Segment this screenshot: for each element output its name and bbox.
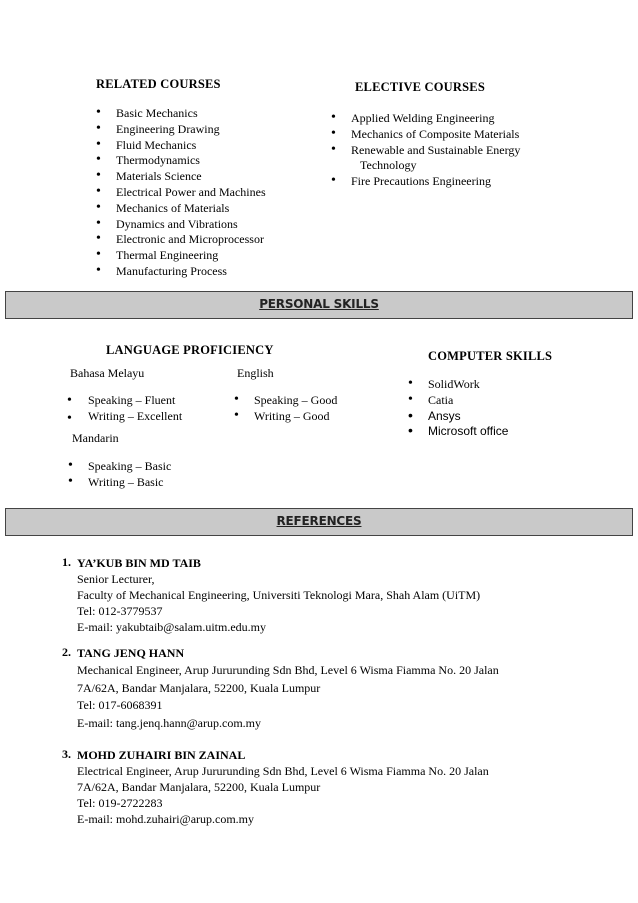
reference-number: 2. [62, 645, 71, 659]
reference-name: YA’KUB BIN MD TAIB [77, 556, 201, 570]
personal-skills-band [5, 291, 633, 319]
list-item: • Writing – Basic [88, 475, 171, 491]
list-item: • Ansys [428, 409, 508, 425]
language-proficiency-title: LANGUAGE PROFICIENCY [106, 343, 274, 357]
reference-line: Tel: 019-2722283 [77, 796, 163, 810]
personal-skills-heading: PERSONAL SKILLS [259, 297, 379, 311]
list-item: • Speaking – Good [254, 393, 404, 409]
mandarin-skills-list [88, 459, 171, 491]
reference-line: Faculty of Mechanical Engineering, Universiti Teknologi Mara, Shah Alam (UiTM) [77, 588, 481, 602]
list-item: • Manufacturing Process [116, 264, 266, 280]
references-heading: REFERENCES [276, 514, 362, 528]
list-item: • Dynamics and Vibrations [116, 217, 266, 233]
reference-entry [62, 645, 622, 732]
english-skills-list [254, 393, 404, 423]
reference-number: 3. [62, 747, 71, 761]
list-item: • Fire Precautions Engineering [351, 174, 561, 190]
language-name-mandarin: Mandarin [72, 431, 119, 445]
bahasa-bullets: • • [67, 393, 72, 423]
reference-line: Senior Lecturer, [77, 572, 155, 586]
list-item: • Engineering Drawing [116, 122, 266, 138]
list-item: • Writing – Good [254, 409, 404, 423]
list-item: • Materials Science [116, 169, 266, 185]
list-item: • Electronic and Microprocessor [116, 232, 266, 248]
reference-name: TANG JENQ HANN [77, 646, 185, 660]
reference-line: Mechanical Engineer, Arup Jururunding Sdn Bhd, Level 6 Wisma Fiamma No. 20 Jalan [77, 663, 499, 677]
list-item: • Electrical Power and Machines [116, 185, 266, 201]
computer-skills-title: COMPUTER SKILLS [428, 349, 553, 363]
references-band [5, 508, 633, 536]
list-item: • Microsoft office [428, 424, 508, 440]
related-courses-title: RELATED COURSES [96, 77, 221, 91]
list-item: • Basic Mechanics [116, 106, 266, 122]
list-item: • Catia [428, 393, 508, 409]
reference-number: 1. [62, 555, 71, 569]
list-item: • Thermal Engineering [116, 248, 266, 264]
reference-name: MOHD ZUHAIRI BIN ZAINAL [77, 748, 246, 762]
list-item: • Speaking – Fluent [88, 393, 248, 409]
reference-line: 7A/62A, Bandar Manjalara, 52200, Kuala Lumpur [77, 780, 321, 794]
list-item: • Renewable and Sustainable Energy Technology [351, 143, 561, 175]
computer-skills-list [428, 377, 508, 440]
elective-courses-title: ELECTIVE COURSES [355, 80, 485, 94]
bahasa-skills-list [88, 393, 248, 423]
list-item: • Speaking – Basic [88, 459, 171, 475]
list-item: • Mechanics of Composite Materials [351, 127, 561, 143]
reference-line: Tel: 012-3779537 [77, 604, 163, 618]
reference-line: 7A/62A, Bandar Manjalara, 52200, Kuala Lumpur [77, 680, 321, 695]
reference-email: E-mail: yakubtaib@salam.uitm.edu.my [77, 620, 267, 634]
reference-line: Tel: 017-6068391 [77, 698, 163, 712]
list-item: • Writing – Excellent [88, 409, 248, 423]
language-name-english: English [237, 366, 274, 380]
list-item: • SolidWork [428, 377, 508, 393]
elective-courses-list [351, 111, 561, 190]
reference-email: E-mail: tang.jenq.hann@arup.com.my [77, 715, 262, 730]
language-name-bahasa: Bahasa Melayu [70, 366, 145, 380]
reference-entry [62, 747, 622, 827]
list-item: • Applied Welding Engineering [351, 111, 561, 127]
reference-entry [62, 555, 622, 635]
list-item: • Mechanics of Materials [116, 201, 266, 217]
list-item: • Thermodynamics [116, 153, 266, 169]
reference-email: E-mail: mohd.zuhairi@arup.com.my [77, 812, 255, 826]
list-item: • Fluid Mechanics [116, 138, 266, 154]
related-courses-list [116, 106, 266, 280]
reference-line: Electrical Engineer, Arup Jururunding Sdn Bhd, Level 6 Wisma Fiamma No. 20 Jalan [77, 764, 489, 778]
